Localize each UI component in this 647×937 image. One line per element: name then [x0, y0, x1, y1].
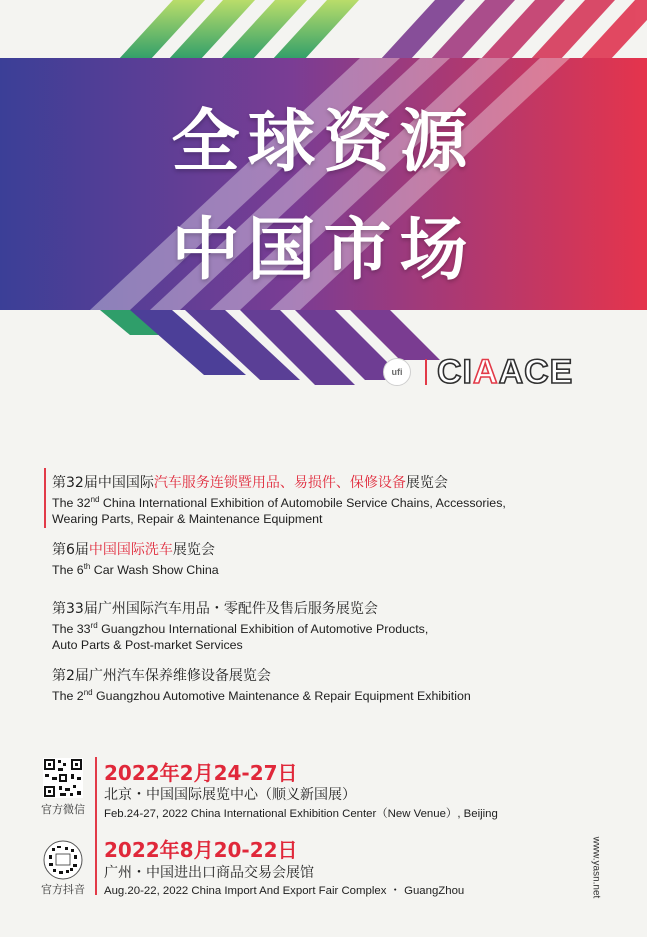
exhibitions-accent-bar	[44, 468, 46, 528]
exhibition-title-en: The 32nd China International Exhibition of Automobile Service Chains, Accessories,	[52, 494, 506, 510]
douyin-label: 官方抖音	[41, 883, 85, 896]
exhibition-title-en: The 33rd Guangzhou International Exhibition of Automotive Products,	[52, 620, 429, 636]
exhibition-title-en: Auto Parts & Post-market Services	[52, 638, 243, 652]
exhibition-3	[52, 600, 428, 653]
event-2-date: 2022年8月20-22日	[104, 838, 298, 862]
ciaace-logo	[437, 353, 573, 392]
ciaace-logo-part: ACE	[498, 352, 574, 391]
exhibition-title-en: The 6th Car Wash Show China	[52, 561, 219, 577]
wechat-qr-code	[43, 758, 83, 798]
ufi-logo: ufi	[383, 358, 411, 386]
exhibition-title-en: The 2nd Guangzhou Automotive Maintenance & Repair Equipment Exhibition	[52, 687, 471, 703]
exhibition-1	[52, 474, 506, 527]
events-divider	[95, 757, 97, 895]
logo-group	[383, 352, 573, 392]
headline-line-1: 全球资源	[171, 103, 476, 182]
logo-divider	[425, 359, 427, 385]
ciaace-logo-part: CI	[437, 352, 473, 391]
wechat-label: 官方微信	[41, 803, 85, 816]
exhibition-title-zh: 第6届中国国际洗车展览会	[52, 542, 215, 558]
exhibition-4	[52, 667, 471, 704]
website-url: www.yasn.net	[590, 836, 602, 899]
ciaace-logo-highlight: A	[473, 352, 499, 391]
exhibition-title-zh: 第33届广州国际汽车用品・零配件及售后服务展览会	[52, 601, 378, 617]
top-stripes	[380, 0, 647, 60]
event-1-date: 2022年2月24-27日	[104, 761, 298, 785]
headline-line-2: 中国市场	[171, 211, 476, 290]
exhibition-title-zh: 第32届中国国际汽车服务连锁暨用品、易损件、保修设备展览会	[52, 475, 448, 491]
exhibition-title-zh: 第2届广州汽车保养维修设备展览会	[52, 668, 271, 684]
event-2-venue-zh: 广州・中国进出口商品交易会展馆	[104, 865, 314, 881]
exhibition-title-en: Wearing Parts, Repair & Maintenance Equipment	[52, 512, 323, 526]
green-stripes	[118, 0, 359, 60]
event-2-venue-en: Aug.20-22, 2022 China Import And Export Fair Complex ・ GuangZhou	[104, 885, 465, 897]
event-1-venue-en: Feb.24-27, 2022 China International Exhibition Center（New Venue）, Beijing	[104, 808, 498, 820]
exhibition-2	[52, 541, 219, 578]
event-1-venue-zh: 北京・中国国际展览中心（顺义新国展）	[104, 787, 356, 803]
douyin-qr-code	[43, 840, 83, 880]
